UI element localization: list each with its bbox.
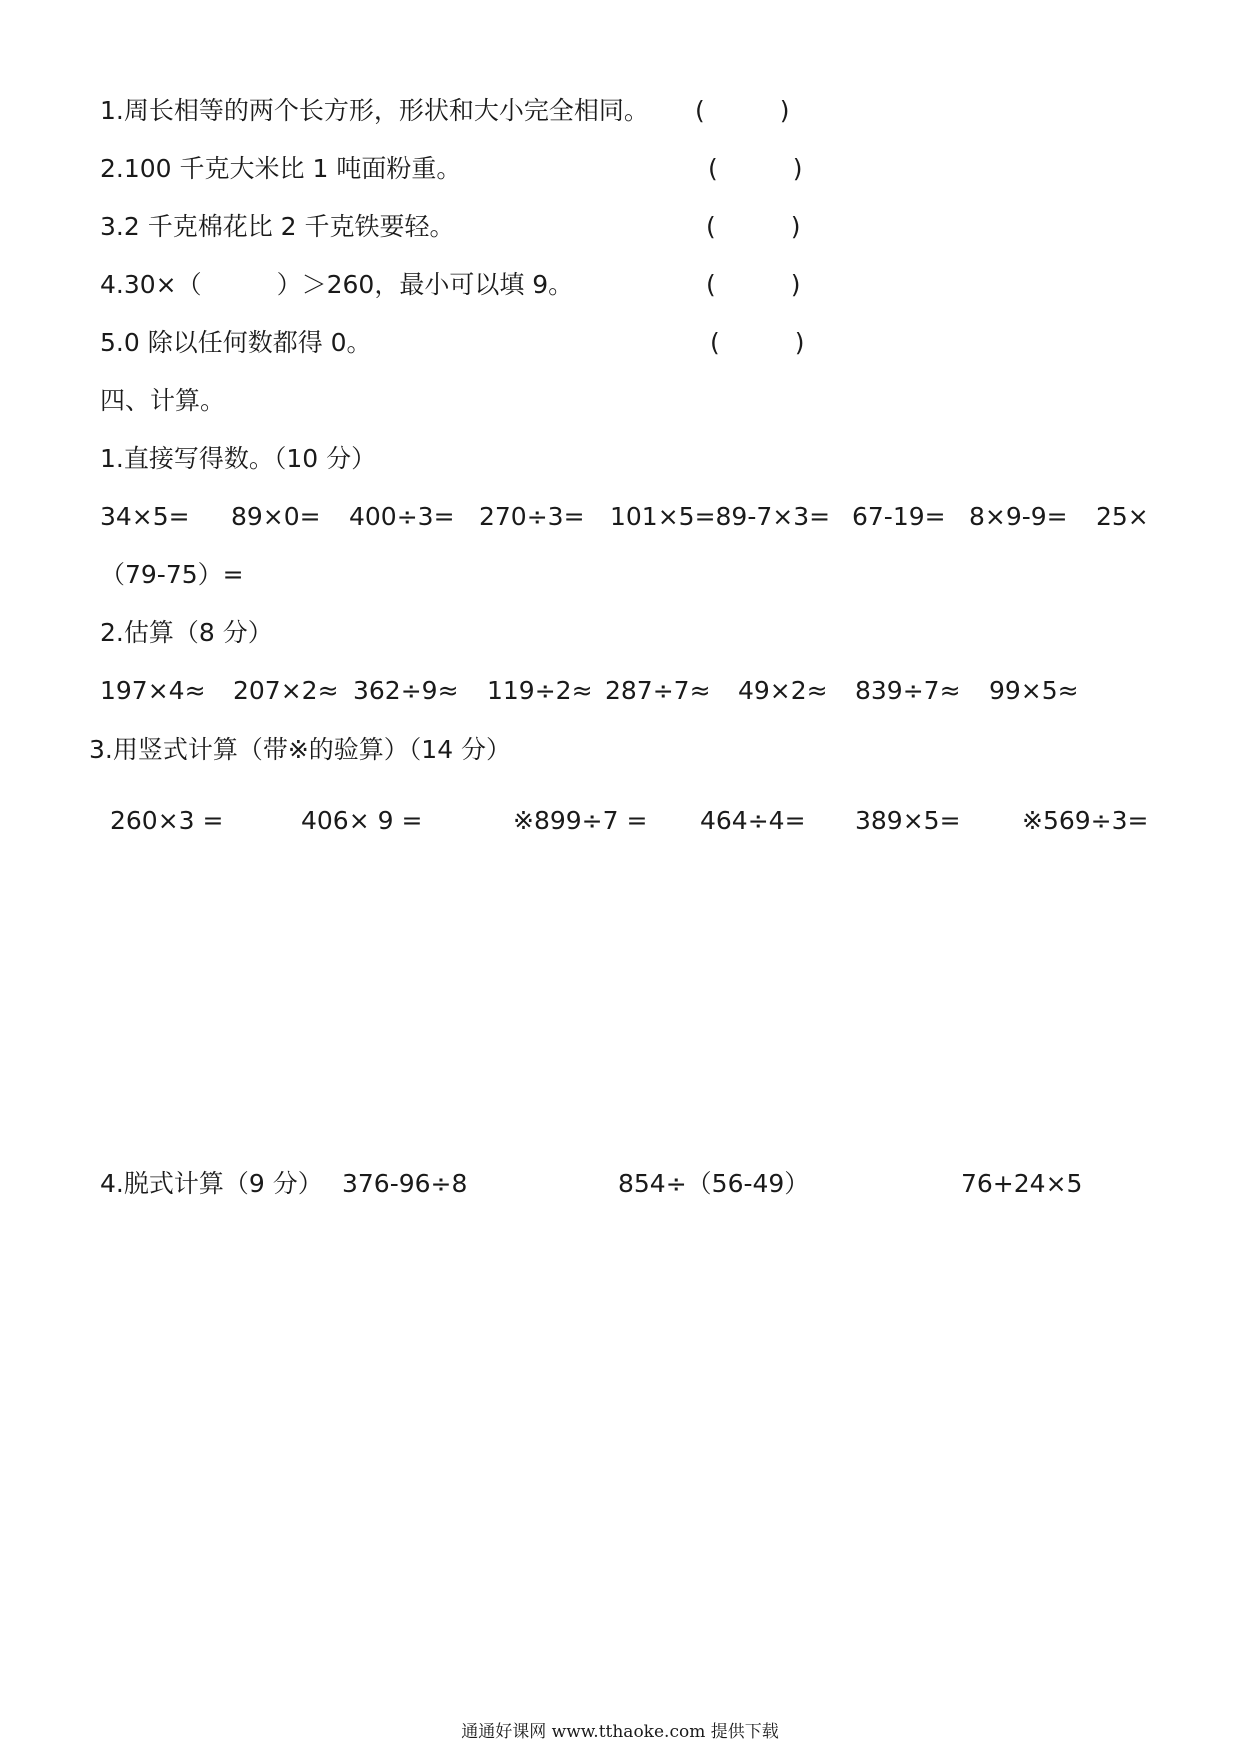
vertical-expr-6: ※569÷3= xyxy=(1022,806,1149,835)
direct-expr-7: 8×9-9= xyxy=(969,502,1068,531)
estimate-expr-4: 119÷2≈ xyxy=(487,676,593,705)
estimate-expr-8: 99×5≈ xyxy=(989,676,1079,705)
part1-title: 1.直接写得数。（10 分） xyxy=(100,444,377,473)
direct-expr-4: 270÷3= xyxy=(479,502,585,531)
vertical-expr-2: 406× 9 = xyxy=(301,806,423,835)
tf-answer-blank-5[interactable]: ( ) xyxy=(710,328,805,357)
direct-expr-6: 67-19= xyxy=(852,502,946,531)
tf-answer-blank-3[interactable]: ( ) xyxy=(706,212,801,241)
direct-expr-5: 101×5=89-7×3= xyxy=(610,502,831,531)
section-title: 四、计算。 xyxy=(100,386,226,415)
direct-expr-1: 34×5= xyxy=(100,502,190,531)
tf-answer-blank-2[interactable]: ( ) xyxy=(708,154,803,183)
estimate-expr-1: 197×4≈ xyxy=(100,676,206,705)
vertical-expr-5: 389×5= xyxy=(855,806,961,835)
direct-expr-3: 400÷3= xyxy=(349,502,455,531)
vertical-expr-1: 260×3 = xyxy=(110,806,224,835)
part2-title: 2.估算（8 分） xyxy=(100,618,273,647)
estimate-expr-2: 207×2≈ xyxy=(233,676,339,705)
direct-expr-8: 25× xyxy=(1096,502,1149,531)
tf-question-5: 5.0 除以任何数都得 0。 xyxy=(100,328,372,357)
estimate-expr-7: 839÷7≈ xyxy=(855,676,961,705)
estimate-expr-6: 49×2≈ xyxy=(738,676,828,705)
estimate-expr-3: 362÷9≈ xyxy=(353,676,459,705)
vertical-expr-4: 464÷4= xyxy=(700,806,806,835)
stepwise-expr-3: 76+24×5 xyxy=(961,1169,1083,1198)
tf-question-3: 3.2 千克棉花比 2 千克铁要轻。 xyxy=(100,212,455,241)
stepwise-expr-1: 376-96÷8 xyxy=(342,1169,468,1198)
part4-title: 4.脱式计算（9 分） xyxy=(100,1169,323,1198)
footer-credit: 通通好课网 www.tthaoke.com 提供下载 xyxy=(461,1722,779,1742)
tf-question-4: 4.30×（ ）＞260，最小可以填 9。 xyxy=(100,270,574,299)
direct-expr-8-continued: （79-75）= xyxy=(100,560,244,589)
tf-answer-blank-1[interactable]: ( ) xyxy=(695,96,790,125)
stepwise-expr-2: 854÷（56-49） xyxy=(618,1169,810,1198)
direct-expr-2: 89×0= xyxy=(231,502,321,531)
vertical-expr-3: ※899÷7 = xyxy=(513,806,648,835)
estimate-expr-5: 287÷7≈ xyxy=(605,676,711,705)
part3-title: 3.用竖式计算（带※的验算）（14 分） xyxy=(89,735,512,764)
tf-question-2: 2.100 千克大米比 1 吨面粉重。 xyxy=(100,154,462,183)
tf-question-1: 1.周长相等的两个长方形，形状和大小完全相同。 xyxy=(100,96,649,125)
tf-answer-blank-4[interactable]: ( ) xyxy=(706,270,801,299)
